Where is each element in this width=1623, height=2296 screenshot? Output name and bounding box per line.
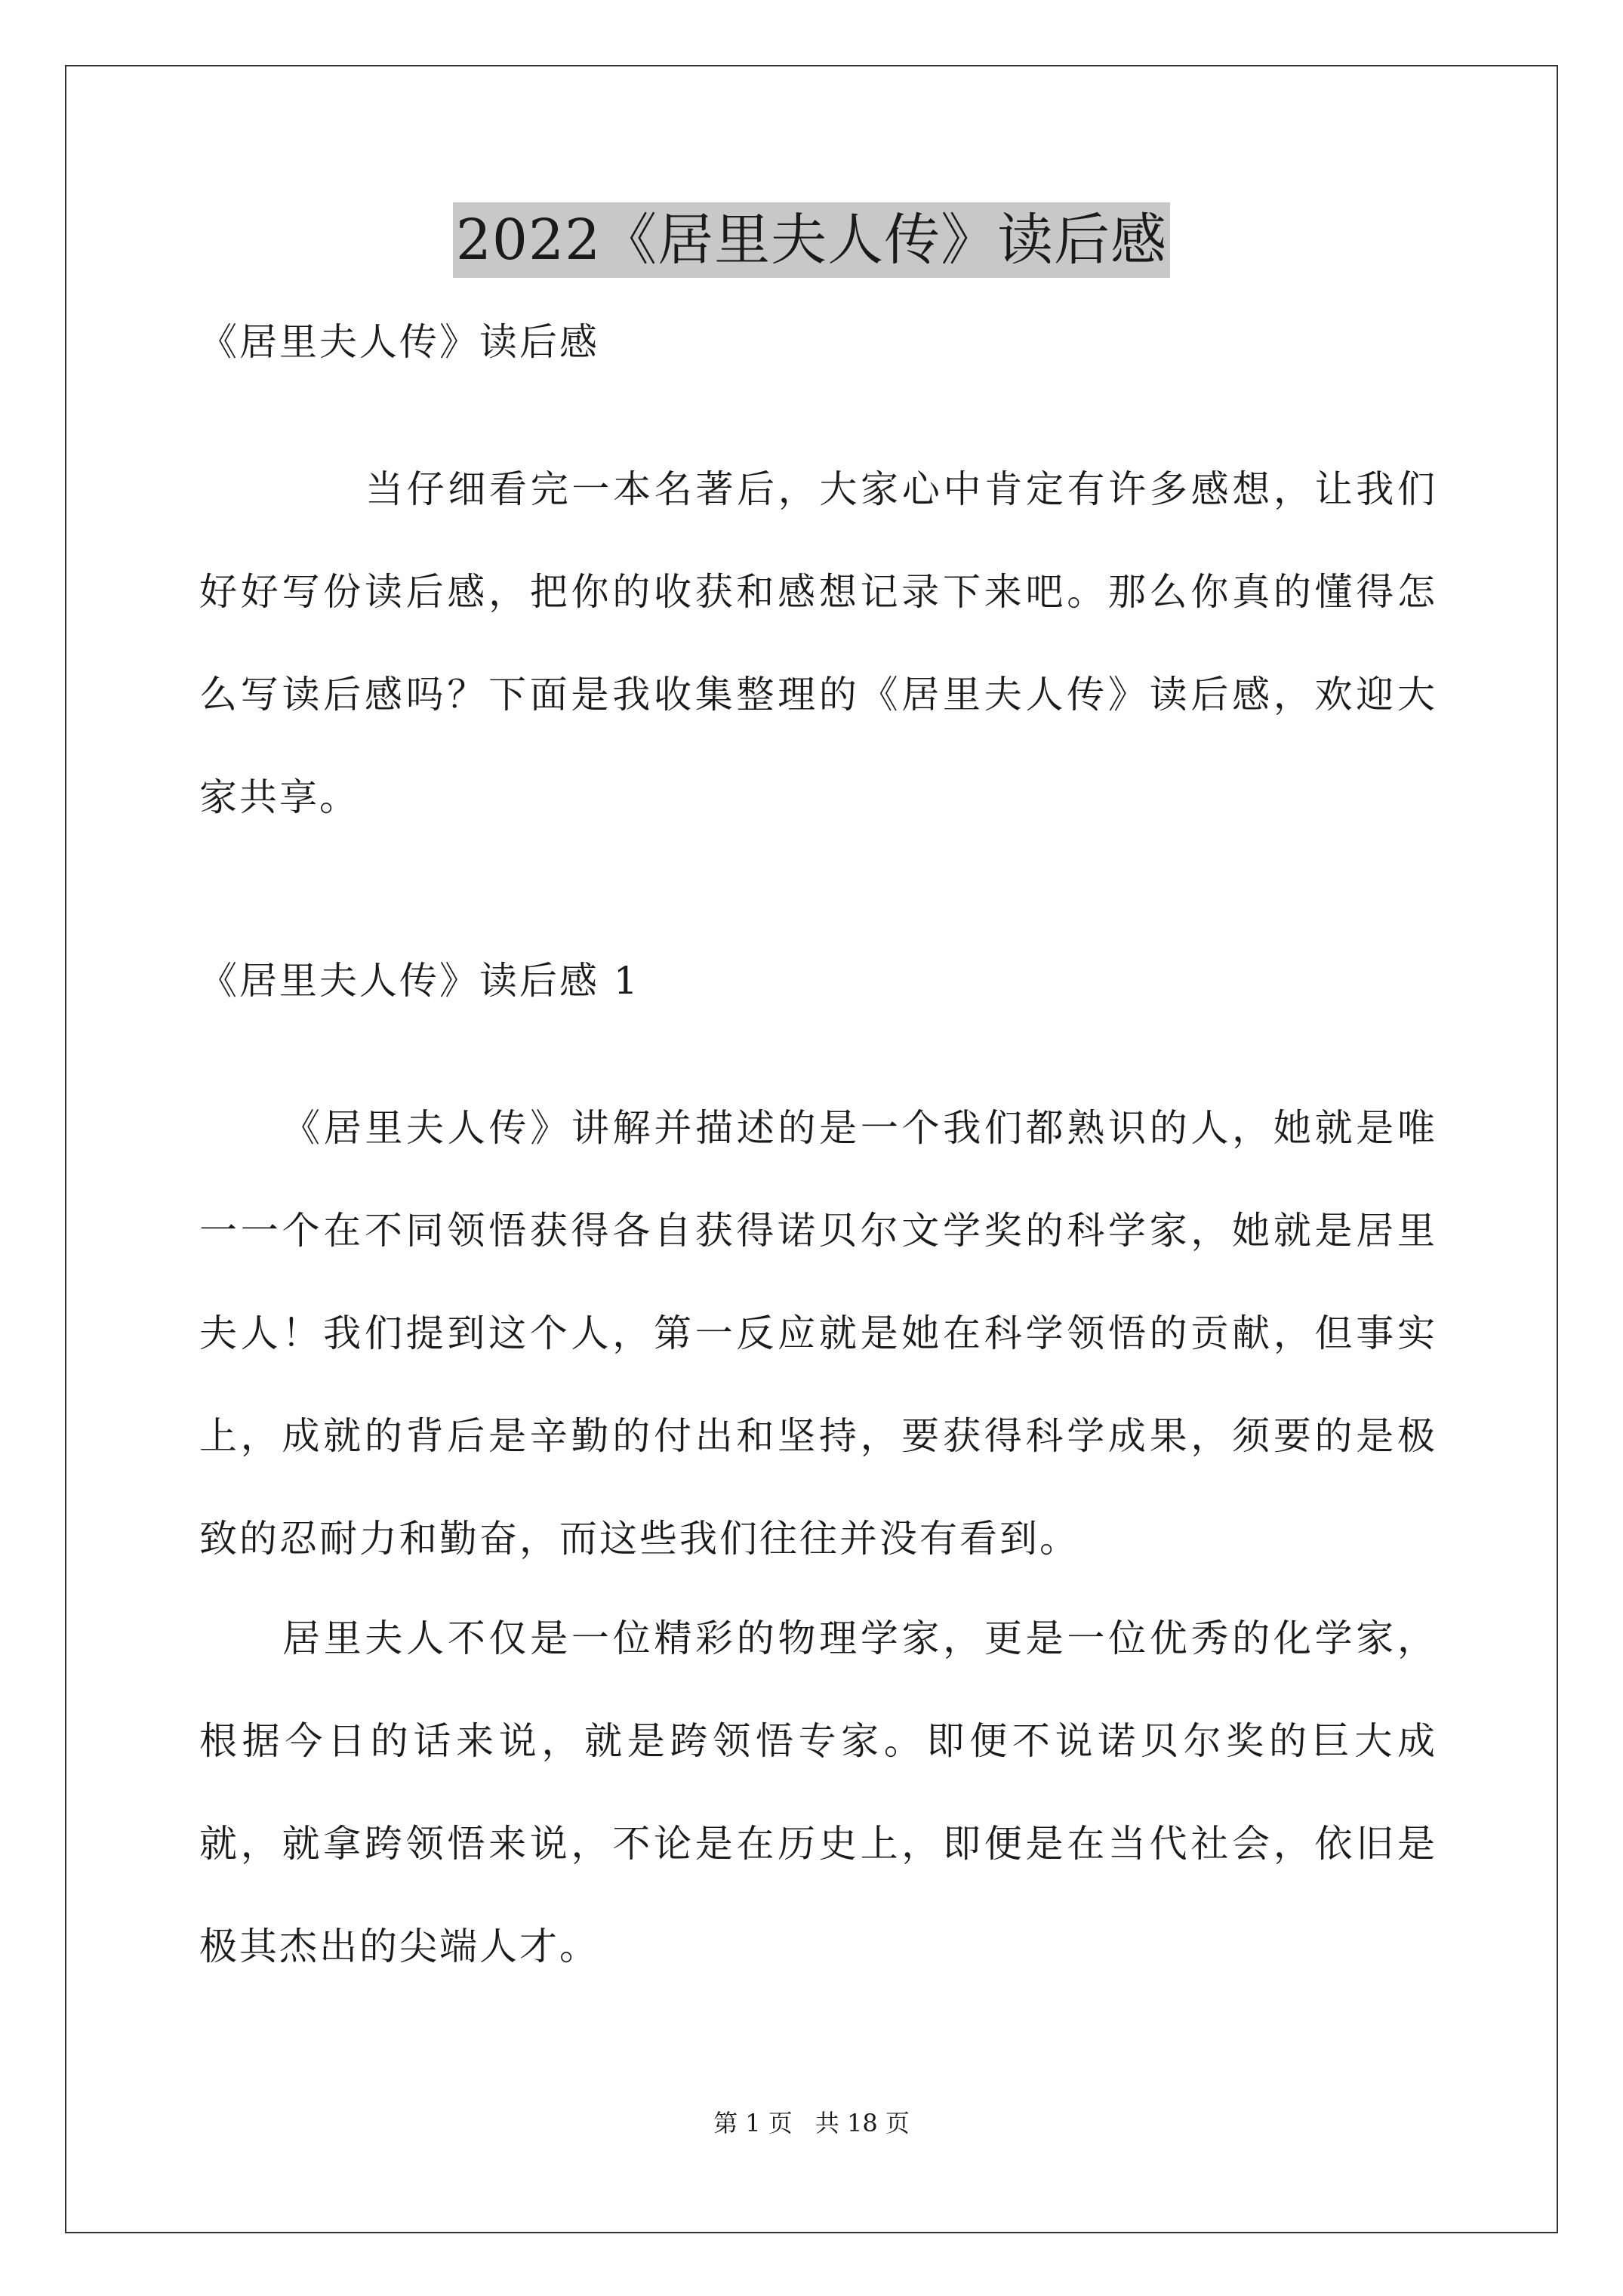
- page-footer: [0, 2108, 1623, 2138]
- title-block: [0, 202, 1623, 278]
- section-heading: 《居里夫人传》读后感 1: [199, 959, 640, 1003]
- document-subtitle: 《居里夫人传》读后感: [199, 320, 599, 364]
- body-paragraph-1: 《居里夫人传》讲解并描述的是一个我们都熟识的人，她就是唯一一个在不同领悟获得各自获得诺贝尔文学奖的科学家，她就是居里夫人！我们提到这个人，第一反应就是她在科学领悟的贡献，但事实上，成就的背后是辛勤的付出和坚持，要获得科学成果，须要的是极致的忍耐力和勤奋，而这些我们往往并没有看到。: [199, 1106, 1437, 1561]
- body-paragraph-2: 居里夫人不仅是一位精彩的物理学家，更是一位优秀的化学家，根据今日的话来说，就是跨领悟专家。即便不说诺贝尔奖的巨大成就，就拿跨领悟来说，不论是在历史上，即便是在当代社会，依旧是极其杰出的尖端人才。: [199, 1616, 1437, 1968]
- intro-paragraph: 当仔细看完一本名著后，大家心中肯定有许多感想，让我们好好写份读后感，把你的收获和感想记录下来吧。那么你真的懂得怎么写读后感吗？下面是我收集整理的《居里夫人传》读后感，欢迎大家共享。: [199, 467, 1437, 819]
- document-title: 2022《居里夫人传》读后感: [453, 202, 1170, 278]
- page-number: 第 1 页: [713, 2109, 793, 2137]
- page-total: 共 18 页: [815, 2109, 910, 2137]
